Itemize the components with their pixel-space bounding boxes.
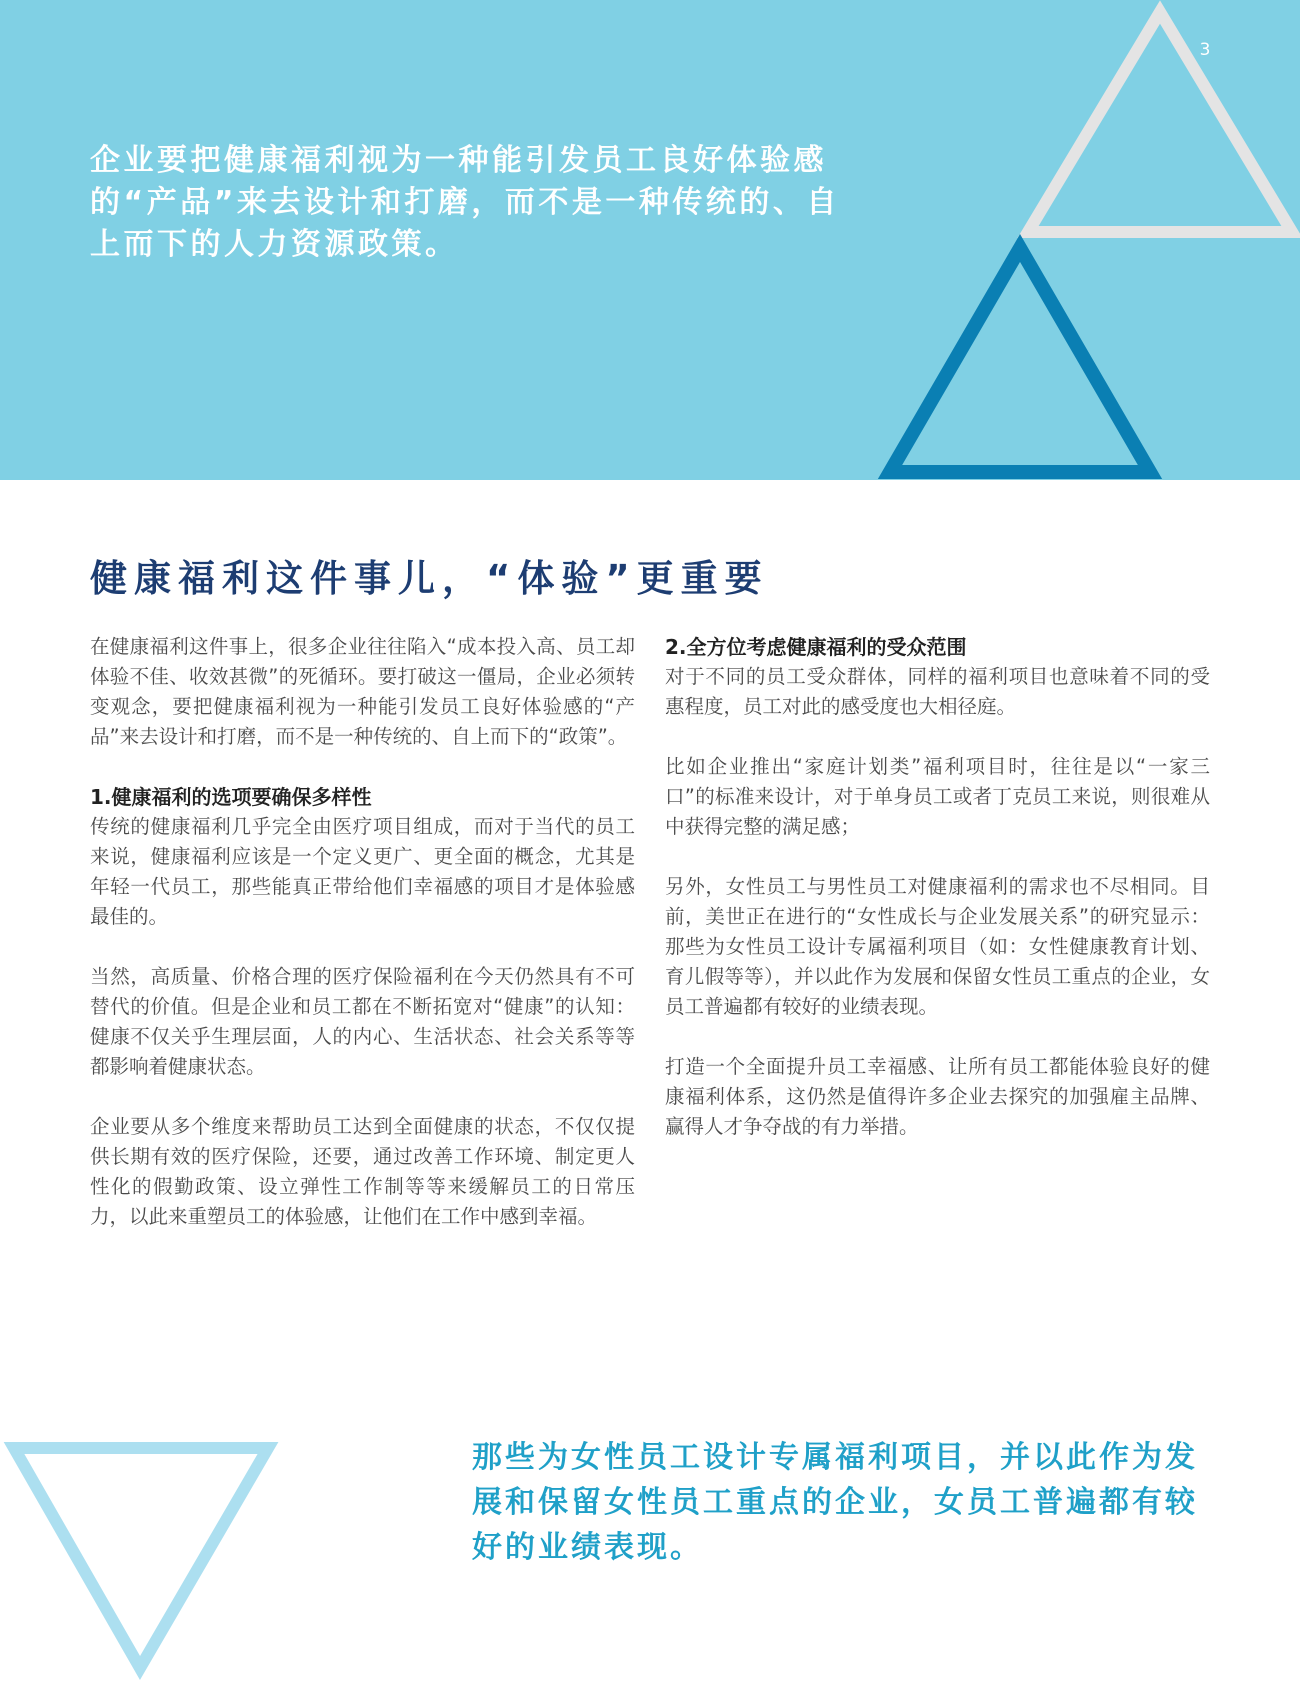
- subheading-diversity: 1.健康福利的选项要确保多样性: [90, 785, 372, 809]
- paragraph: 企业要从多个维度来帮助员工达到全面健康的状态，不仅仅提供长期有效的医疗保险，还要，通过改善工作环境、制定更人性化的假勤政策、设立弹性工作制等等来缓解员工的日常压力，以此来重塑员工的体验感，让他们在工作中感到幸福。: [90, 1115, 635, 1228]
- paragraph: 传统的健康福利几乎完全由医疗项目组成，而对于当代的员工来说，健康福利应该是一个定义更广、更全面的概念，尤其是年轻一代员工，那些能真正带给他们幸福感的项目才是体验感最佳的。: [90, 815, 635, 928]
- paragraph: 当然，高质量、价格合理的医疗保险福利在今天仍然具有不可替代的价值。但是企业和员工都在不断拓宽对“健康”的认知：健康不仅关乎生理层面，人的内心、生活状态、社会关系等等都影响着健康状态。: [90, 965, 635, 1078]
- subheading-audience: 2.全方位考虑健康福利的受众范围: [665, 635, 967, 659]
- inverted-triangle-outline: [14, 1448, 268, 1668]
- pull-quote: 那些为女性员工设计专属福利项目，并以此作为发展和保留女性员工重点的企业，女员工普遍都有较好的业绩表现。: [472, 1440, 1198, 1565]
- paragraph: 对于不同的员工受众群体，同样的福利项目也意味着不同的受惠程度，员工对此的感受度也大相径庭。: [665, 665, 1210, 718]
- light-triangle-outline: [1028, 12, 1292, 232]
- hero-quote: 企业要把健康福利视为一种能引发员工良好体验感的“产品”来去设计和打磨，而不是一种传统的、自上而下的人力资源政策。: [90, 143, 840, 262]
- left-column: [90, 632, 635, 1262]
- paragraph: 比如企业推出“家庭计划类”福利项目时，往往是以“一家三口”的标准来设计，对于单身员工或者丁克员工来说，则很难从中获得完整的满足感；: [665, 755, 1210, 838]
- section-title: 健康福利这件事儿，“体验”更重要: [90, 557, 769, 600]
- page-number: 3: [1199, 40, 1211, 60]
- right-column: [665, 632, 1210, 1172]
- paragraph: 打造一个全面提升员工幸福感、让所有员工都能体验良好的健康福利体系，这仍然是值得许多企业去探究的加强雇主品牌、赢得人才争夺战的有力举措。: [665, 1055, 1210, 1138]
- intro-paragraph: 在健康福利这件事上，很多企业往往陷入“成本投入高、员工却体验不佳、收效甚微”的死循环。要打破这一僵局，企业必须转变观念，要把健康福利视为一种能引发员工良好体验感的“产品”来去设计和打磨，而不是一种传统的、自上而下的“政策”。: [90, 635, 635, 748]
- blue-triangle-outline: [890, 248, 1150, 472]
- hero-banner: [0, 0, 1300, 480]
- bottom-decoration: [0, 1440, 300, 1683]
- paragraph: 另外，女性员工与男性员工对健康福利的需求也不尽相同。目前，美世正在进行的“女性成长与企业发展关系”的研究显示：那些为女性员工设计专属福利项目（如：女性健康教育计划、育儿假等等），并以此作为发展和保留女性员工重点的企业，女员工普遍都有较好的业绩表现。: [665, 875, 1210, 1018]
